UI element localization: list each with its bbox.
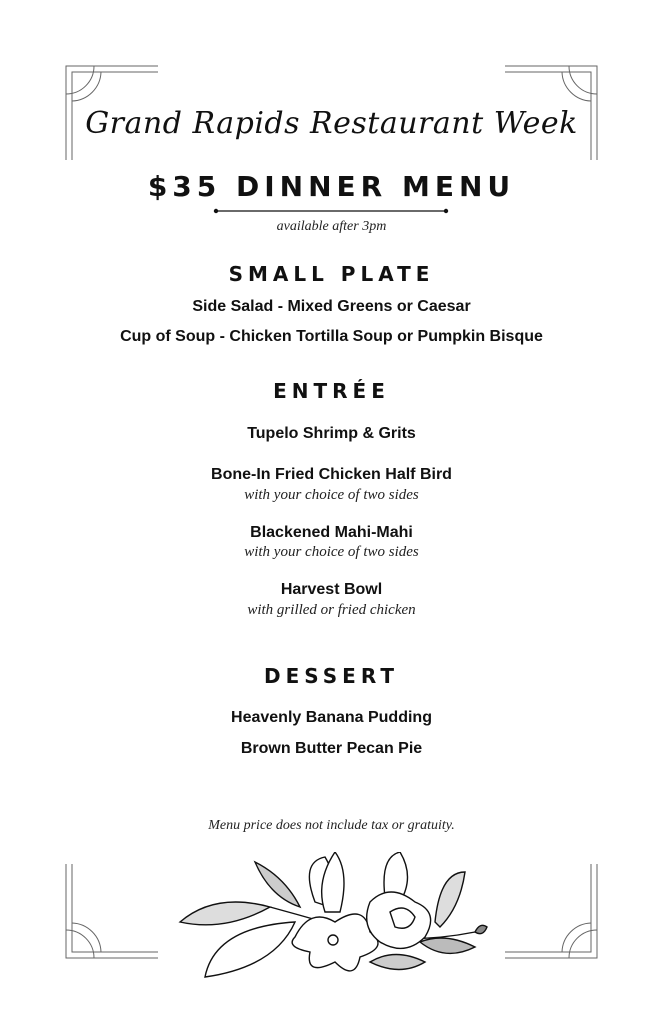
menu-item-note: with your choice of two sides: [244, 544, 419, 560]
section-heading-small-plate: SMALL PLATE: [228, 262, 435, 286]
restaurant-week-title: Grand Rapids Restaurant Week: [85, 106, 578, 141]
menu-item: Blackened Mahi-Mahi: [250, 524, 413, 541]
menu-item: Brown Butter Pecan Pie: [240, 740, 423, 757]
menu-item: Cup of Soup - Chicken Tortilla Soup or Pumpkin Bisque: [120, 328, 543, 345]
title-divider: [212, 206, 450, 216]
menu-item: Tupelo Shrimp & Grits: [247, 425, 416, 442]
section-heading-entree: ENTRÉE: [273, 379, 390, 403]
menu-item: Bone-In Fried Chicken Half Bird: [211, 466, 452, 483]
corner-ornament-bottom-left-icon: [64, 864, 160, 960]
menu-item-note: with grilled or fried chicken: [247, 602, 416, 618]
menu-title: $35 DINNER MENU: [147, 170, 516, 203]
price-disclaimer: Menu price does not include tax or gratuity.: [208, 818, 455, 833]
menu-item-note: with your choice of two sides: [244, 487, 419, 503]
magnolia-floral-illustration-icon: [175, 852, 490, 982]
corner-ornament-bottom-right-icon: [503, 864, 599, 960]
menu-item: Heavenly Banana Pudding: [231, 709, 432, 726]
menu-item: Harvest Bowl: [280, 581, 383, 598]
menu-item: Side Salad - Mixed Greens or Caesar: [192, 298, 471, 315]
section-heading-dessert: DESSERT: [264, 664, 399, 688]
availability-note: available after 3pm: [276, 219, 387, 234]
